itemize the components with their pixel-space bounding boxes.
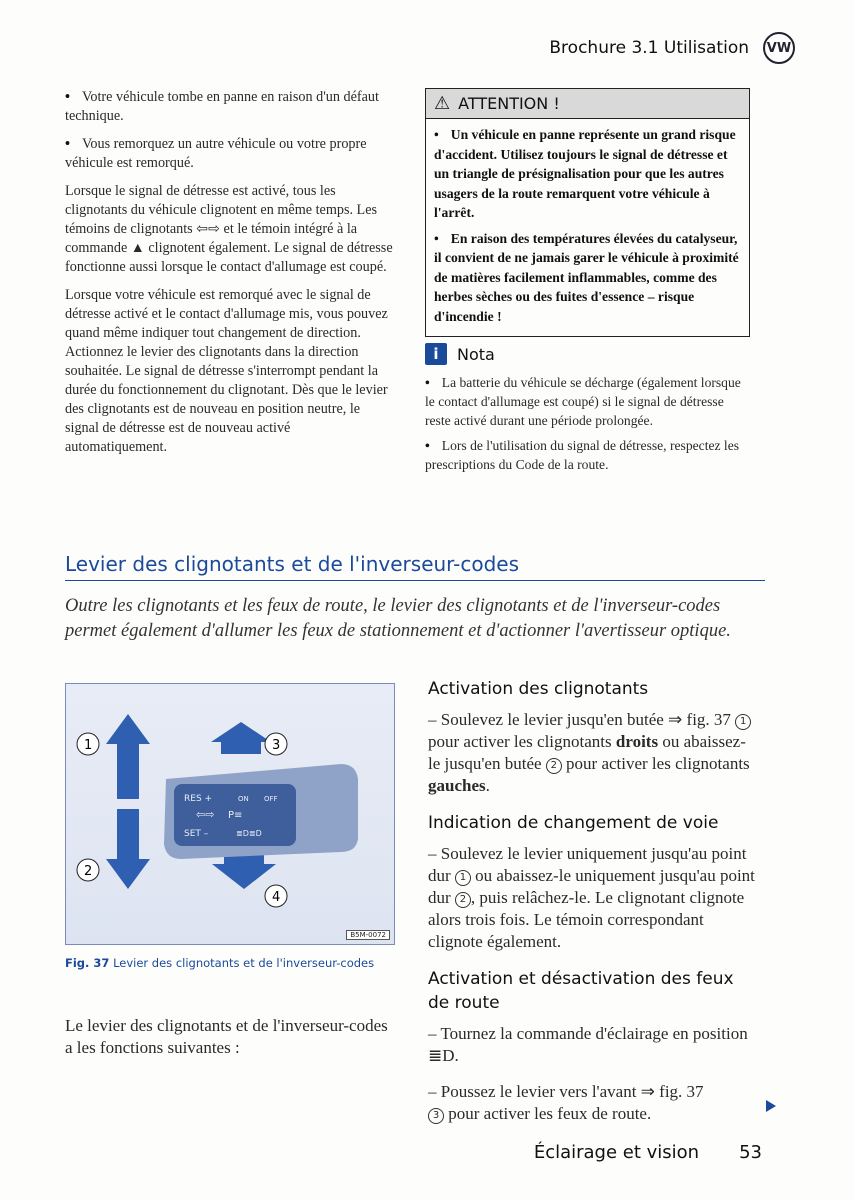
arrow-down-right-icon bbox=[212, 852, 276, 889]
text-run: ou abaissez-le jusqu'en butée bbox=[428, 732, 746, 773]
note-box bbox=[425, 343, 750, 480]
lever-turn-label: ⇦⇨ bbox=[196, 808, 215, 821]
paragraph-push-lever bbox=[428, 1081, 758, 1125]
section-title: Levier des clignotants et de l'inverseur-codes bbox=[65, 552, 765, 581]
figure-lever bbox=[65, 683, 395, 945]
section-intro: Outre les clignotants et les feux de route, le levier des clignotants et de l'inverseur-codes permet également d'allumer les feux de stationnement et d'actionner l'avertisseur optique. bbox=[65, 596, 731, 641]
page-header bbox=[549, 32, 795, 64]
text-run: – Soulevez le levier uniquement jusqu'au point dur bbox=[428, 844, 747, 885]
continue-arrow-icon bbox=[766, 1100, 776, 1112]
text-emphasis: gauches bbox=[428, 776, 486, 795]
warning-bullet: • Un véhicule en panne représente un grand risque d'accident. Utilisez toujours le signal de détresse et un triangle de présignalisation pour que les autres usagers de la route remarquent votre véhicule à l'arrêt. bbox=[434, 125, 741, 223]
note-header bbox=[425, 343, 750, 365]
heading-high-beam: Activation et désactivation des feux de route bbox=[428, 969, 734, 1013]
text-run: pour activer les clignotants bbox=[566, 754, 750, 773]
paragraph-towed: Lorsque votre véhicule est remorqué avec le signal de détresse activé et le contact d'allumage mis, vous pouvez quand même indiquer tout changement de direction. Actionnez le levier des clignotants dans la direction souhaitée. Le signal de détresse s'interrompt pendant la durée du fonctionnement du clignotant. Dès que le levier des clignotants est de nouveau en position neutre, le signal de détresse est de nouveau activé automatiquement. bbox=[65, 287, 388, 455]
warning-box bbox=[425, 88, 750, 337]
warning-header bbox=[426, 89, 749, 119]
bullet-towing: • Vous remorquez un autre véhicule ou votre propre véhicule est remorqué. bbox=[65, 135, 395, 173]
footer-section: Éclairage et vision bbox=[533, 1142, 700, 1163]
lever-res-label: RES + bbox=[184, 794, 213, 804]
warning-bullet: • En raison des températures élevées du catalyseur, il convient de ne jamais garer le véhicule à proximité de matières facilement inflammables, comme des herbes sèches ou des fuites d'essence – risque d'incendie ! bbox=[434, 229, 741, 327]
heading-activation: Activation des clignotants bbox=[428, 679, 649, 699]
callout-ref-3: 3 bbox=[428, 1108, 444, 1124]
lever-light-label: ≣D≣D bbox=[236, 829, 262, 838]
lever-illustration bbox=[66, 684, 394, 944]
figure-caption bbox=[65, 955, 395, 972]
callout-2: 2 bbox=[84, 864, 93, 879]
callout-ref-2: 2 bbox=[455, 892, 471, 908]
text-run: , puis relâchez-le. Le clignotant clignote alors trois fois. Le témoin correspondant clignote également. bbox=[428, 888, 745, 951]
lever-on-label: ON bbox=[238, 795, 249, 803]
right-column bbox=[428, 677, 758, 1139]
lever-set-label: SET – bbox=[184, 829, 209, 839]
text-run: – Poussez le levier vers l'avant ⇒ fig. 37 bbox=[428, 1082, 704, 1101]
paragraph-activation: – Soulevez le levier jusqu'en butée ⇒ fig. 37 1 pour activer les clignotants droits ou abaissez-le jusqu'en butée 2 pour activer les clignotants gauches. bbox=[428, 710, 750, 795]
callout-ref-1: 1 bbox=[455, 870, 471, 886]
header-title: Brochure 3.1 Utilisation bbox=[549, 38, 749, 58]
page-number: 53 bbox=[739, 1142, 762, 1163]
bullet-breakdown: • Votre véhicule tombe en panne en raison d'un défaut technique. bbox=[65, 88, 395, 126]
figure-caption-text: Levier des clignotants et de l'inverseur-codes bbox=[113, 956, 375, 970]
functions-intro: Le levier des clignotants et de l'inverseur-codes a les fonctions suivantes : bbox=[65, 1016, 388, 1057]
lever-park-label: P≡ bbox=[228, 810, 243, 821]
paragraph-lane-change bbox=[428, 843, 758, 953]
callout-4: 4 bbox=[272, 890, 281, 905]
warning-triangle-icon: ⚠ bbox=[434, 93, 451, 114]
callout-3: 3 bbox=[272, 738, 281, 753]
figure-code: B5M-0072 bbox=[346, 930, 390, 940]
paragraph-hazard-active: Lorsque le signal de détresse est activé, tous les clignotants du véhicule clignotent en même temps. Les témoins de clignotants ⇦⇨ et le témoin intégré à la commande ▲ clignotent également. Le signal de détresse fonctionne aussi lorsque le contact d'allumage est coupé. bbox=[65, 183, 393, 275]
left-column bbox=[65, 88, 395, 466]
warning-body bbox=[426, 119, 749, 336]
warning-title: ATTENTION ! bbox=[458, 94, 560, 113]
vw-logo-icon: VW bbox=[763, 32, 795, 64]
figure-number: Fig. 37 bbox=[65, 956, 110, 970]
info-icon: i bbox=[425, 343, 447, 365]
page-footer bbox=[534, 1142, 762, 1163]
text-run: pour activer les clignotants bbox=[428, 732, 612, 751]
text-run: ou abaissez-le uniquement jusqu'au point dur bbox=[428, 866, 755, 907]
note-bullet: • Lors de l'utilisation du signal de détresse, respectez les prescriptions du Code de la route. bbox=[425, 436, 750, 474]
lever-off-label: OFF bbox=[264, 795, 278, 803]
note-bullet: • La batterie du véhicule se décharge (également lorsque le contact d'allumage est coupé) si le signal de détresse reste activé durant une période prolongée. bbox=[425, 373, 750, 430]
arrow-down-left-icon bbox=[106, 809, 150, 889]
paragraph-light-switch: – Tournez la commande d'éclairage en position ≣D. bbox=[428, 1024, 748, 1065]
callout-1: 1 bbox=[84, 738, 93, 753]
callout-ref-2: 2 bbox=[546, 758, 562, 774]
arrow-up-right-icon bbox=[211, 722, 271, 754]
text-run: – Soulevez le levier jusqu'en butée ⇒ fig. 37 bbox=[428, 710, 731, 729]
heading-lane-change: Indication de changement de voie bbox=[428, 813, 719, 833]
text-emphasis: droits bbox=[615, 732, 659, 751]
callout-ref-1: 1 bbox=[735, 714, 751, 730]
arrow-up-left-icon bbox=[106, 714, 150, 799]
text-run: pour activer les feux de route. bbox=[448, 1104, 652, 1123]
note-title: Nota bbox=[457, 344, 495, 364]
